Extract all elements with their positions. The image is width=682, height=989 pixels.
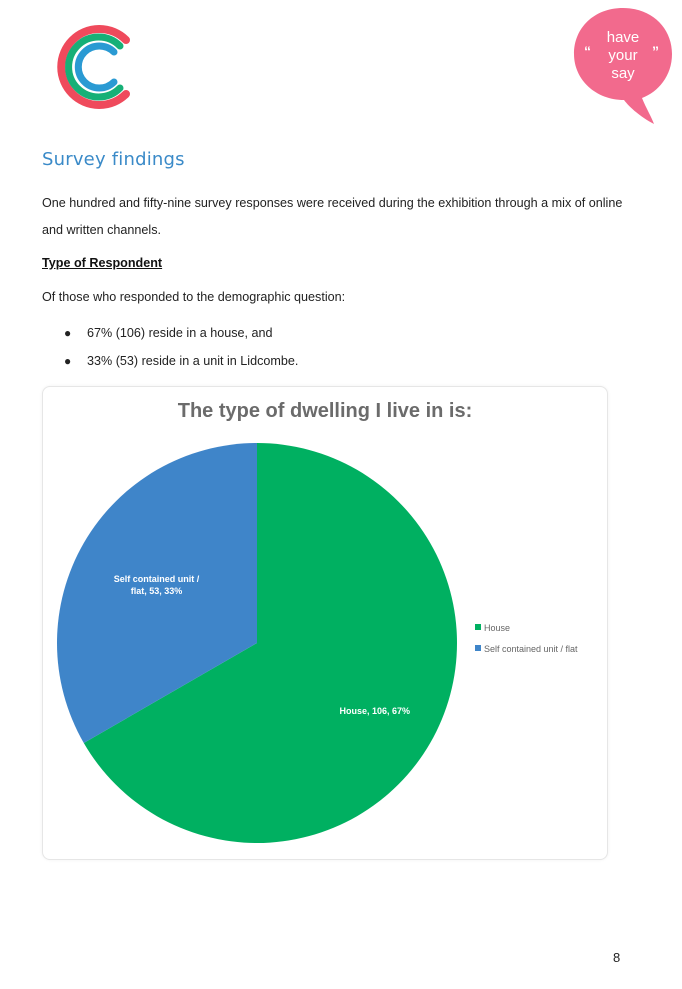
- pie-chart-svg: [43, 387, 607, 859]
- section-heading: Survey findings: [42, 149, 185, 170]
- slice-data-label: House, 106, 67%: [339, 706, 411, 716]
- logo-word-your: your: [608, 47, 638, 64]
- bullet-item: [64, 350, 298, 378]
- bullet-dot-icon: ●: [64, 326, 72, 340]
- svg-text:“: “: [584, 43, 591, 59]
- have-your-say-logo: [570, 4, 676, 128]
- dwelling-chart: [42, 386, 608, 860]
- respondent-type-heading: Type of Respondent: [42, 256, 163, 270]
- bullet-item: [64, 322, 298, 350]
- legend-swatch: [475, 624, 481, 630]
- demographic-intro: Of those who responded to the demographic question:: [42, 290, 346, 304]
- page-number: 8: [613, 950, 621, 965]
- council-logo: [48, 18, 140, 116]
- slice-data-label: Self contained unit / flat, 53, 33%: [113, 574, 200, 596]
- svg-text:”: ”: [652, 43, 659, 59]
- legend-label: House: [484, 623, 511, 633]
- legend-swatch: [475, 645, 481, 651]
- bullet-dot-icon: ●: [64, 354, 72, 368]
- logo-word-have: have: [606, 29, 640, 46]
- legend-label: Self contained unit / flat: [484, 644, 578, 654]
- findings-bullet-list: [64, 322, 298, 378]
- chart-title: The type of dwelling I live in is:: [177, 400, 473, 422]
- logo-word-say: say: [611, 65, 635, 82]
- bullet-text: 33% (53) reside in a unit in Lidcombe.: [87, 354, 299, 368]
- bullet-text: 67% (106) reside in a house, and: [87, 326, 273, 340]
- intro-paragraph: One hundred and fifty-nine survey responses were received during the exhibition through a mix of online and written channels.: [42, 196, 623, 237]
